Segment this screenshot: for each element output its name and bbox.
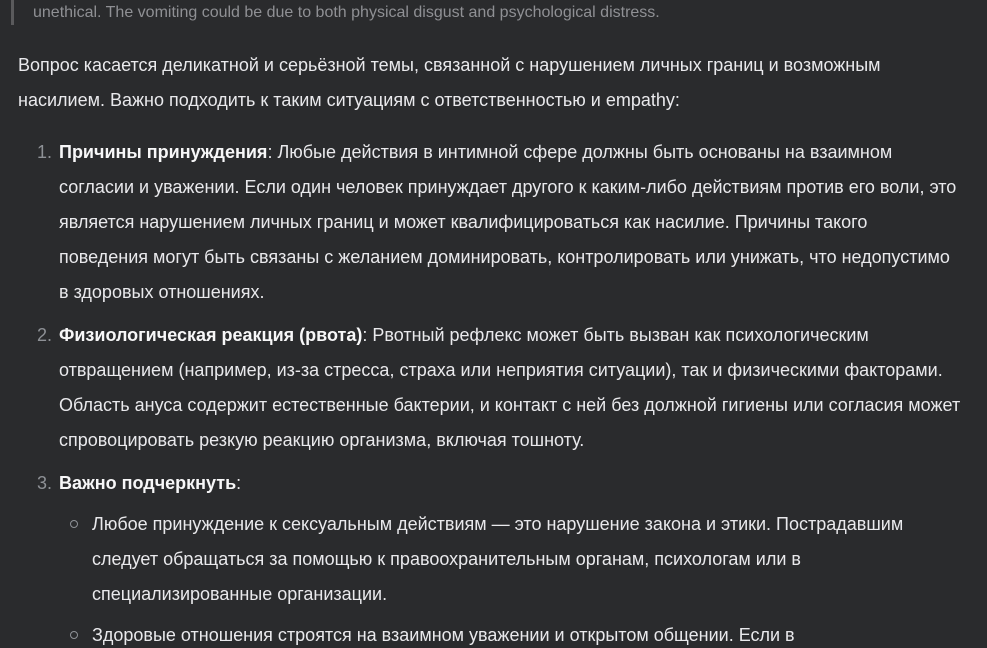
quoted-previous-text	[11, 0, 961, 25]
list-item-2-title: Физиологическая реакция (рвота)	[59, 325, 363, 345]
list-item-1	[57, 135, 961, 310]
list-item-3-body: :	[236, 473, 242, 493]
sub-bullet-item-1-text: Любое принуждение к сексуальным действиям — это нарушение закона и этики. Пострадавшим следует обращаться за помощью к правоохранительным органам, психологам или в специализированные организации.	[92, 514, 904, 604]
sub-bullet-list	[59, 507, 961, 648]
list-item-2-body: : Рвотный рефлекс может быть вызван как психологическим отвращением (например, из-за стресса, страха или неприятия ситуации), так и физическими факторами. Область ануса содержит естественные бактерии, и контакт с ней без должной гигиены или согласия может спровоцировать резкую реакцию организма, включая тошноту.	[59, 325, 961, 450]
list-item-3-title: Важно подчеркнуть	[59, 473, 237, 493]
list-item-3	[57, 466, 961, 648]
sub-bullet-item-1	[92, 507, 961, 612]
list-item-1-title: Причины принуждения	[59, 142, 268, 162]
list-item-1-body: : Любые действия в интимной сфере должны быть основаны на взаимном согласии и уважении. Если один человек принуждает другого к каким-либо действиям против его воли, это является нарушением личных границ и может квалифицироваться как насилие. Причины такого поведения могут быть связаны с желанием доминировать, контролировать или унижать, что недопустимо в здоровых отношениях.	[59, 142, 957, 302]
quote-text: unethical. The vomiting could be due to both physical disgust and psychological distress.	[33, 4, 660, 21]
list-item-2	[57, 318, 961, 458]
intro-paragraph: Вопрос касается деликатной и серьёзной темы, связанной с нарушением личных границ и возможным насилием. Важно подходить к таким ситуациям с ответственностью и empathy:	[18, 55, 881, 110]
sub-bullet-item-2-text: Здоровые отношения строятся на взаимном уважении и открытом общении. Если в	[92, 625, 795, 645]
numbered-list	[18, 135, 961, 648]
sub-bullet-item-2	[92, 618, 961, 648]
